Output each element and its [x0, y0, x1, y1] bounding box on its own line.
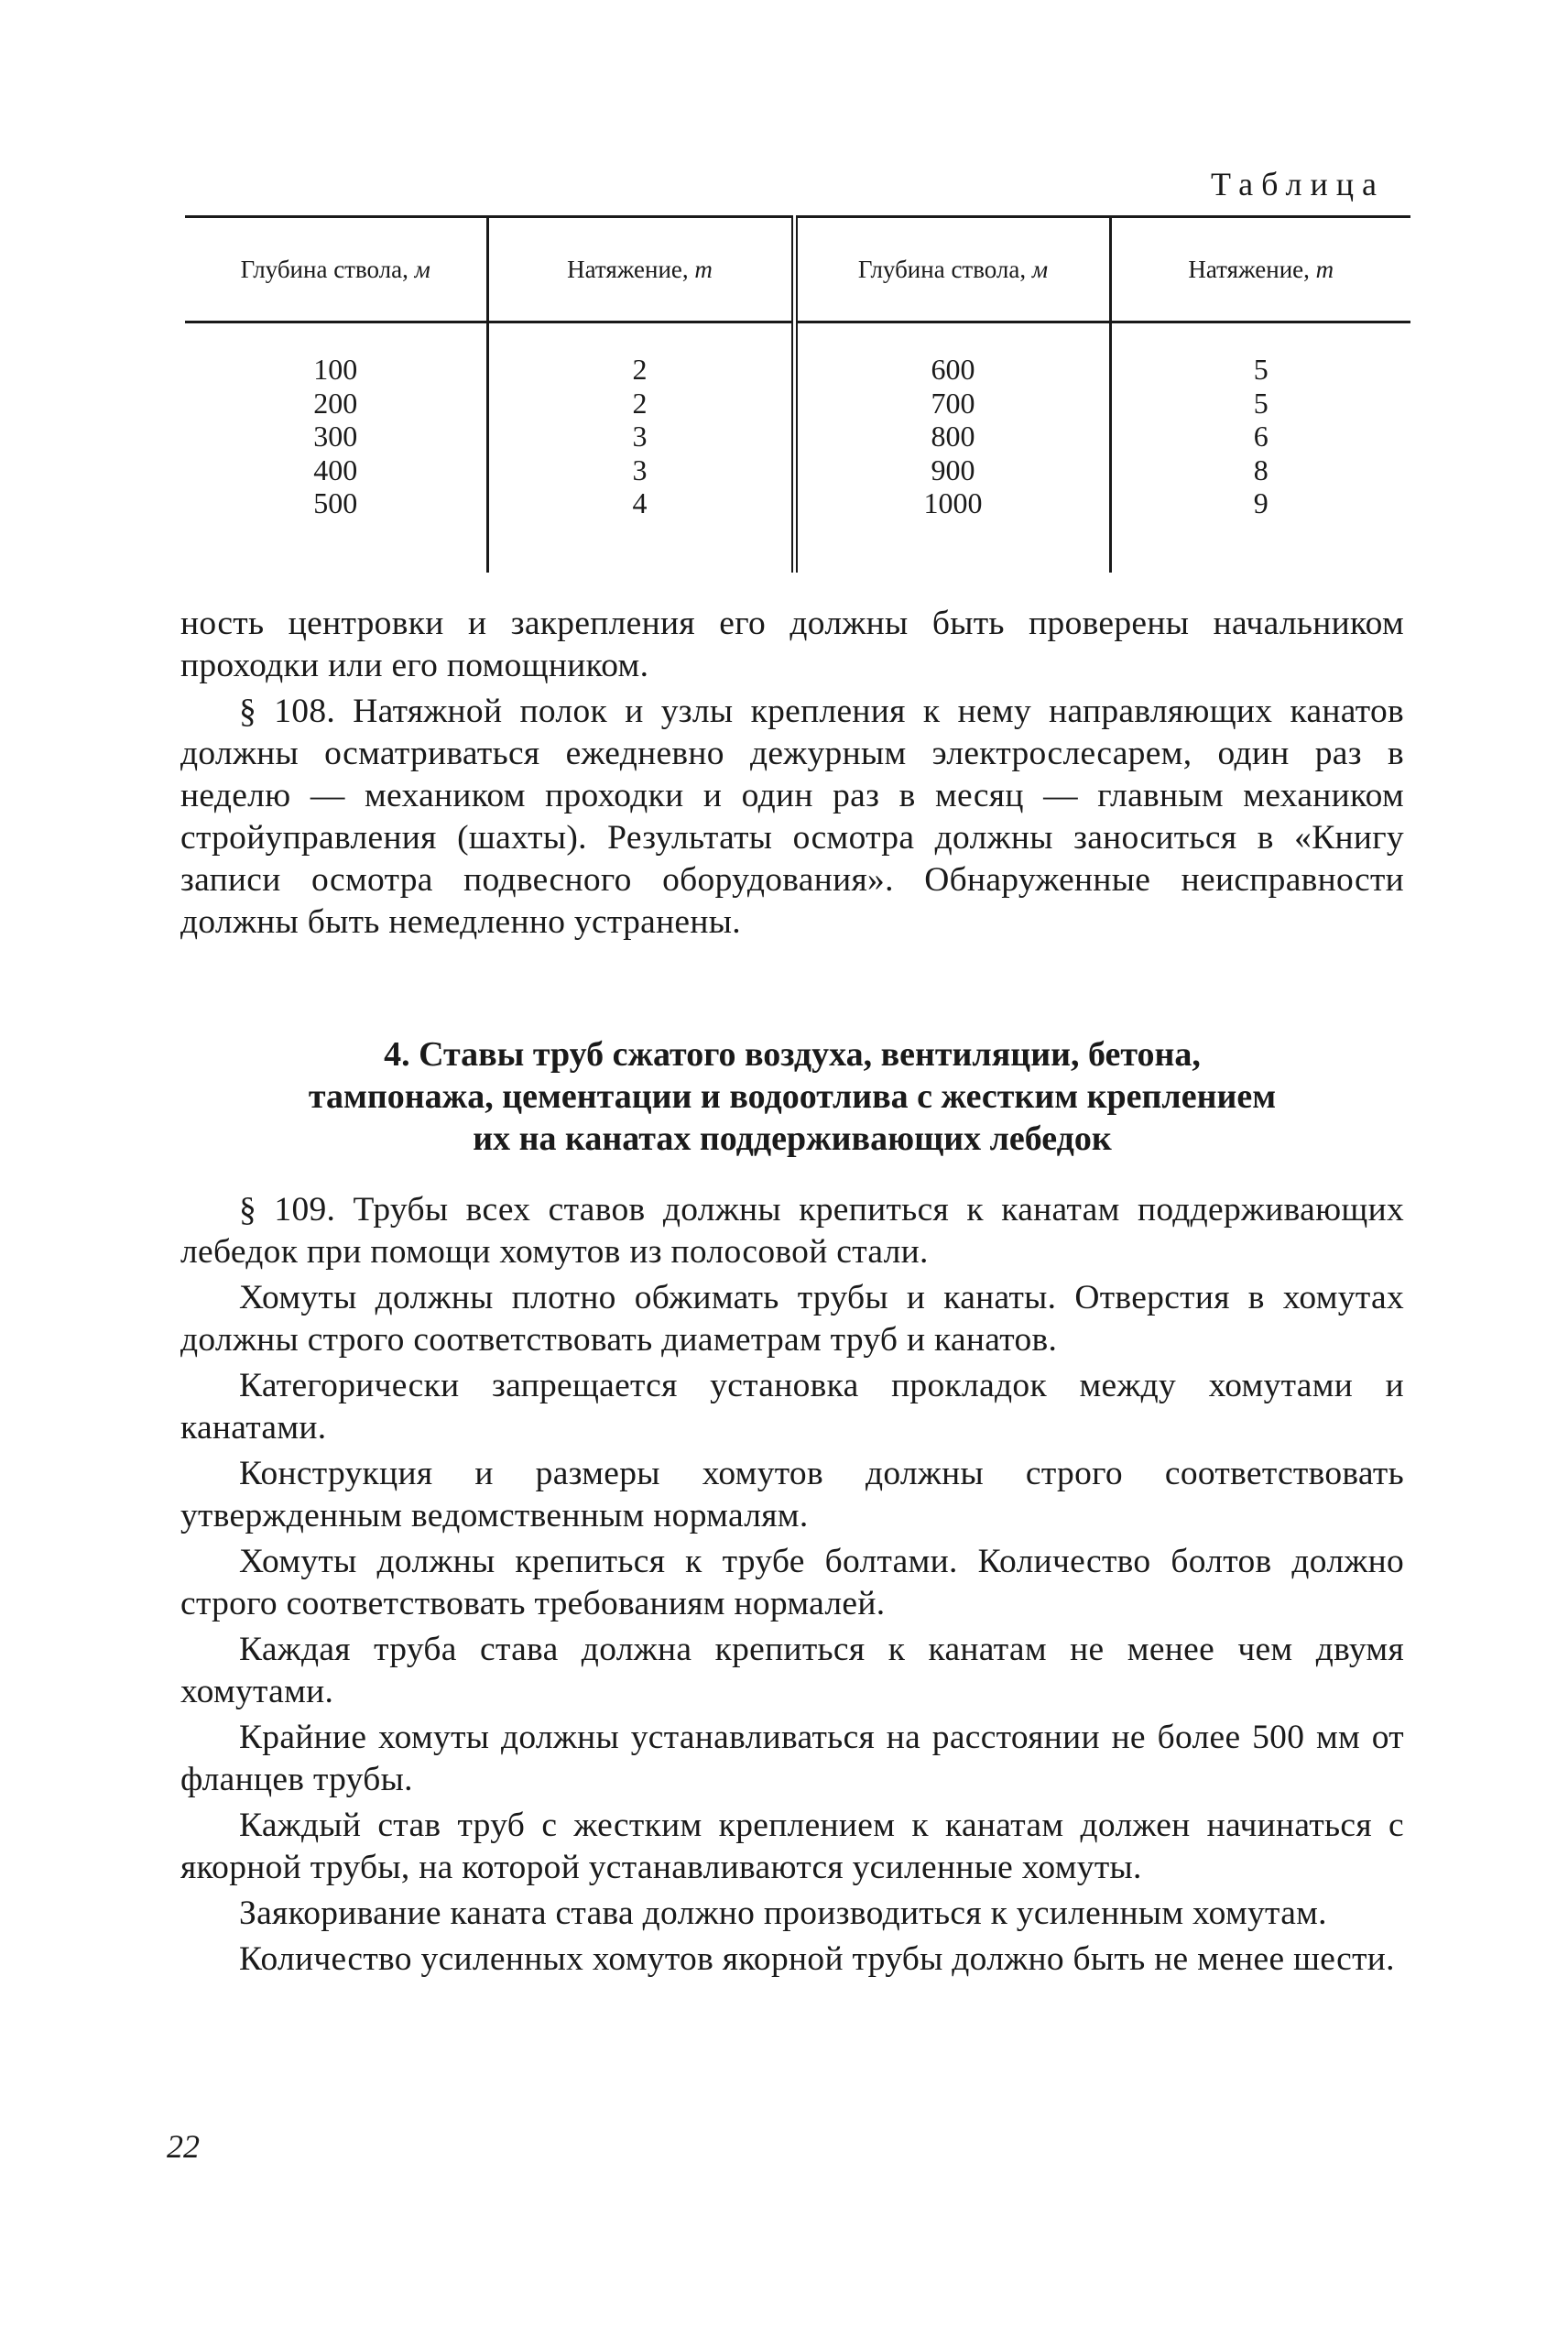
table-cell: 600 [931, 353, 975, 386]
top-text-block [180, 603, 1404, 947]
table-cell: 100 [313, 353, 358, 386]
page-number: 22 [167, 2128, 200, 2165]
table-cell: 900 [931, 453, 975, 486]
section-heading-line: их на канатах поддерживающих лебедок [473, 1119, 1112, 1158]
table-cell: 700 [931, 386, 975, 420]
paragraph-continuation: ность центровки и закрепления его должны быть проверены начальником проходки или его помощником. [180, 605, 1404, 684]
table-cell: 5 [1253, 353, 1269, 386]
paragraph-108: § 108. Натяжной полок и узлы крепления к нему направляющих канатов должны осматриваться ежедневно дежурным электрослесарем, один раз в неделю — механиком проходки и один раз в месяц — главным механиком стройуправления (шахты). Результаты осмотра должны заноситься в «Книгу записи осмотра подвесного оборудования». Обнаруженные неисправности должны быть немедленно устранены. [180, 693, 1404, 941]
table-cell: 6 [1253, 420, 1269, 453]
table-cell: 1000 [923, 486, 983, 519]
paragraph: Заякоривание каната става должно производиться к усиленным хомутам. [239, 1895, 1327, 1932]
table-body-row [185, 322, 1410, 573]
paragraph: Каждый став труб с жестким креплением к канатам должен начинаться с якорной трубы, на которой устанавливаются усиленные хомуты. [180, 1807, 1404, 1886]
table-cell: 4 [632, 486, 648, 519]
table-cell: 300 [313, 420, 358, 453]
column-depth-2 [794, 322, 1110, 573]
table-cell: 2 [632, 353, 648, 386]
bottom-text-block [180, 1189, 1404, 1984]
column-tension-2 [1110, 322, 1410, 573]
table-cell: 2 [632, 386, 648, 420]
table-cell: 800 [931, 420, 975, 453]
paragraph-109: § 109. Трубы всех ставов должны крепиться к канатам поддерживающих лебедок при помощи хомутов из полосовой стали. [180, 1191, 1404, 1271]
table-cell: 400 [313, 453, 358, 486]
table-cell: 3 [632, 453, 648, 486]
paragraph: Хомуты должны крепиться к трубе болтами. Количество болтов должно строго соответствовать требованиям нормалей. [180, 1543, 1404, 1622]
header-depth-2: Глубина ствола, м [794, 217, 1110, 322]
table-cell: 8 [1253, 453, 1269, 486]
section-heading-line: тампонажа, цементации и водоотлива с жестким креплением [308, 1077, 1277, 1116]
table-cell: 200 [313, 386, 358, 420]
column-depth-1 [185, 322, 487, 573]
header-depth-1: Глубина ствола, м [185, 217, 487, 322]
table-cell: 3 [632, 420, 648, 453]
paragraph: Категорически запрещается установка прокладок между хомутами и канатами. [180, 1367, 1404, 1447]
section-heading-line: 4. Ставы труб сжатого воздуха, вентиляции, бетона, [384, 1035, 1201, 1074]
paragraph: Конструкция и размеры хомутов должны строго соответствовать утвержденным ведомственным нормалям. [180, 1455, 1404, 1534]
paragraph: Каждая труба става должна крепиться к канатам не менее чем двумя хомутами. [180, 1631, 1404, 1710]
table-cell: 5 [1253, 386, 1269, 420]
paragraph: Крайние хомуты должны устанавливаться на расстоянии не более 500 мм от фланцев трубы. [180, 1719, 1404, 1798]
depth-tension-table [185, 215, 1410, 573]
column-tension-1 [487, 322, 794, 573]
header-tension-2: Натяжение, т [1110, 217, 1410, 322]
section-heading [180, 1033, 1404, 1160]
table-cell: 500 [313, 486, 358, 519]
header-tension-1: Натяжение, т [487, 217, 794, 322]
paragraph: Количество усиленных хомутов якорной трубы должно быть не менее шести. [239, 1940, 1395, 1978]
table-header-row [185, 217, 1410, 322]
paragraph: Хомуты должны плотно обжимать трубы и канаты. Отверстия в хомутах должны строго соответствовать диаметрам труб и канатов. [180, 1279, 1404, 1359]
table-caption: Таблица [1211, 166, 1385, 202]
table-cell: 9 [1253, 486, 1269, 519]
